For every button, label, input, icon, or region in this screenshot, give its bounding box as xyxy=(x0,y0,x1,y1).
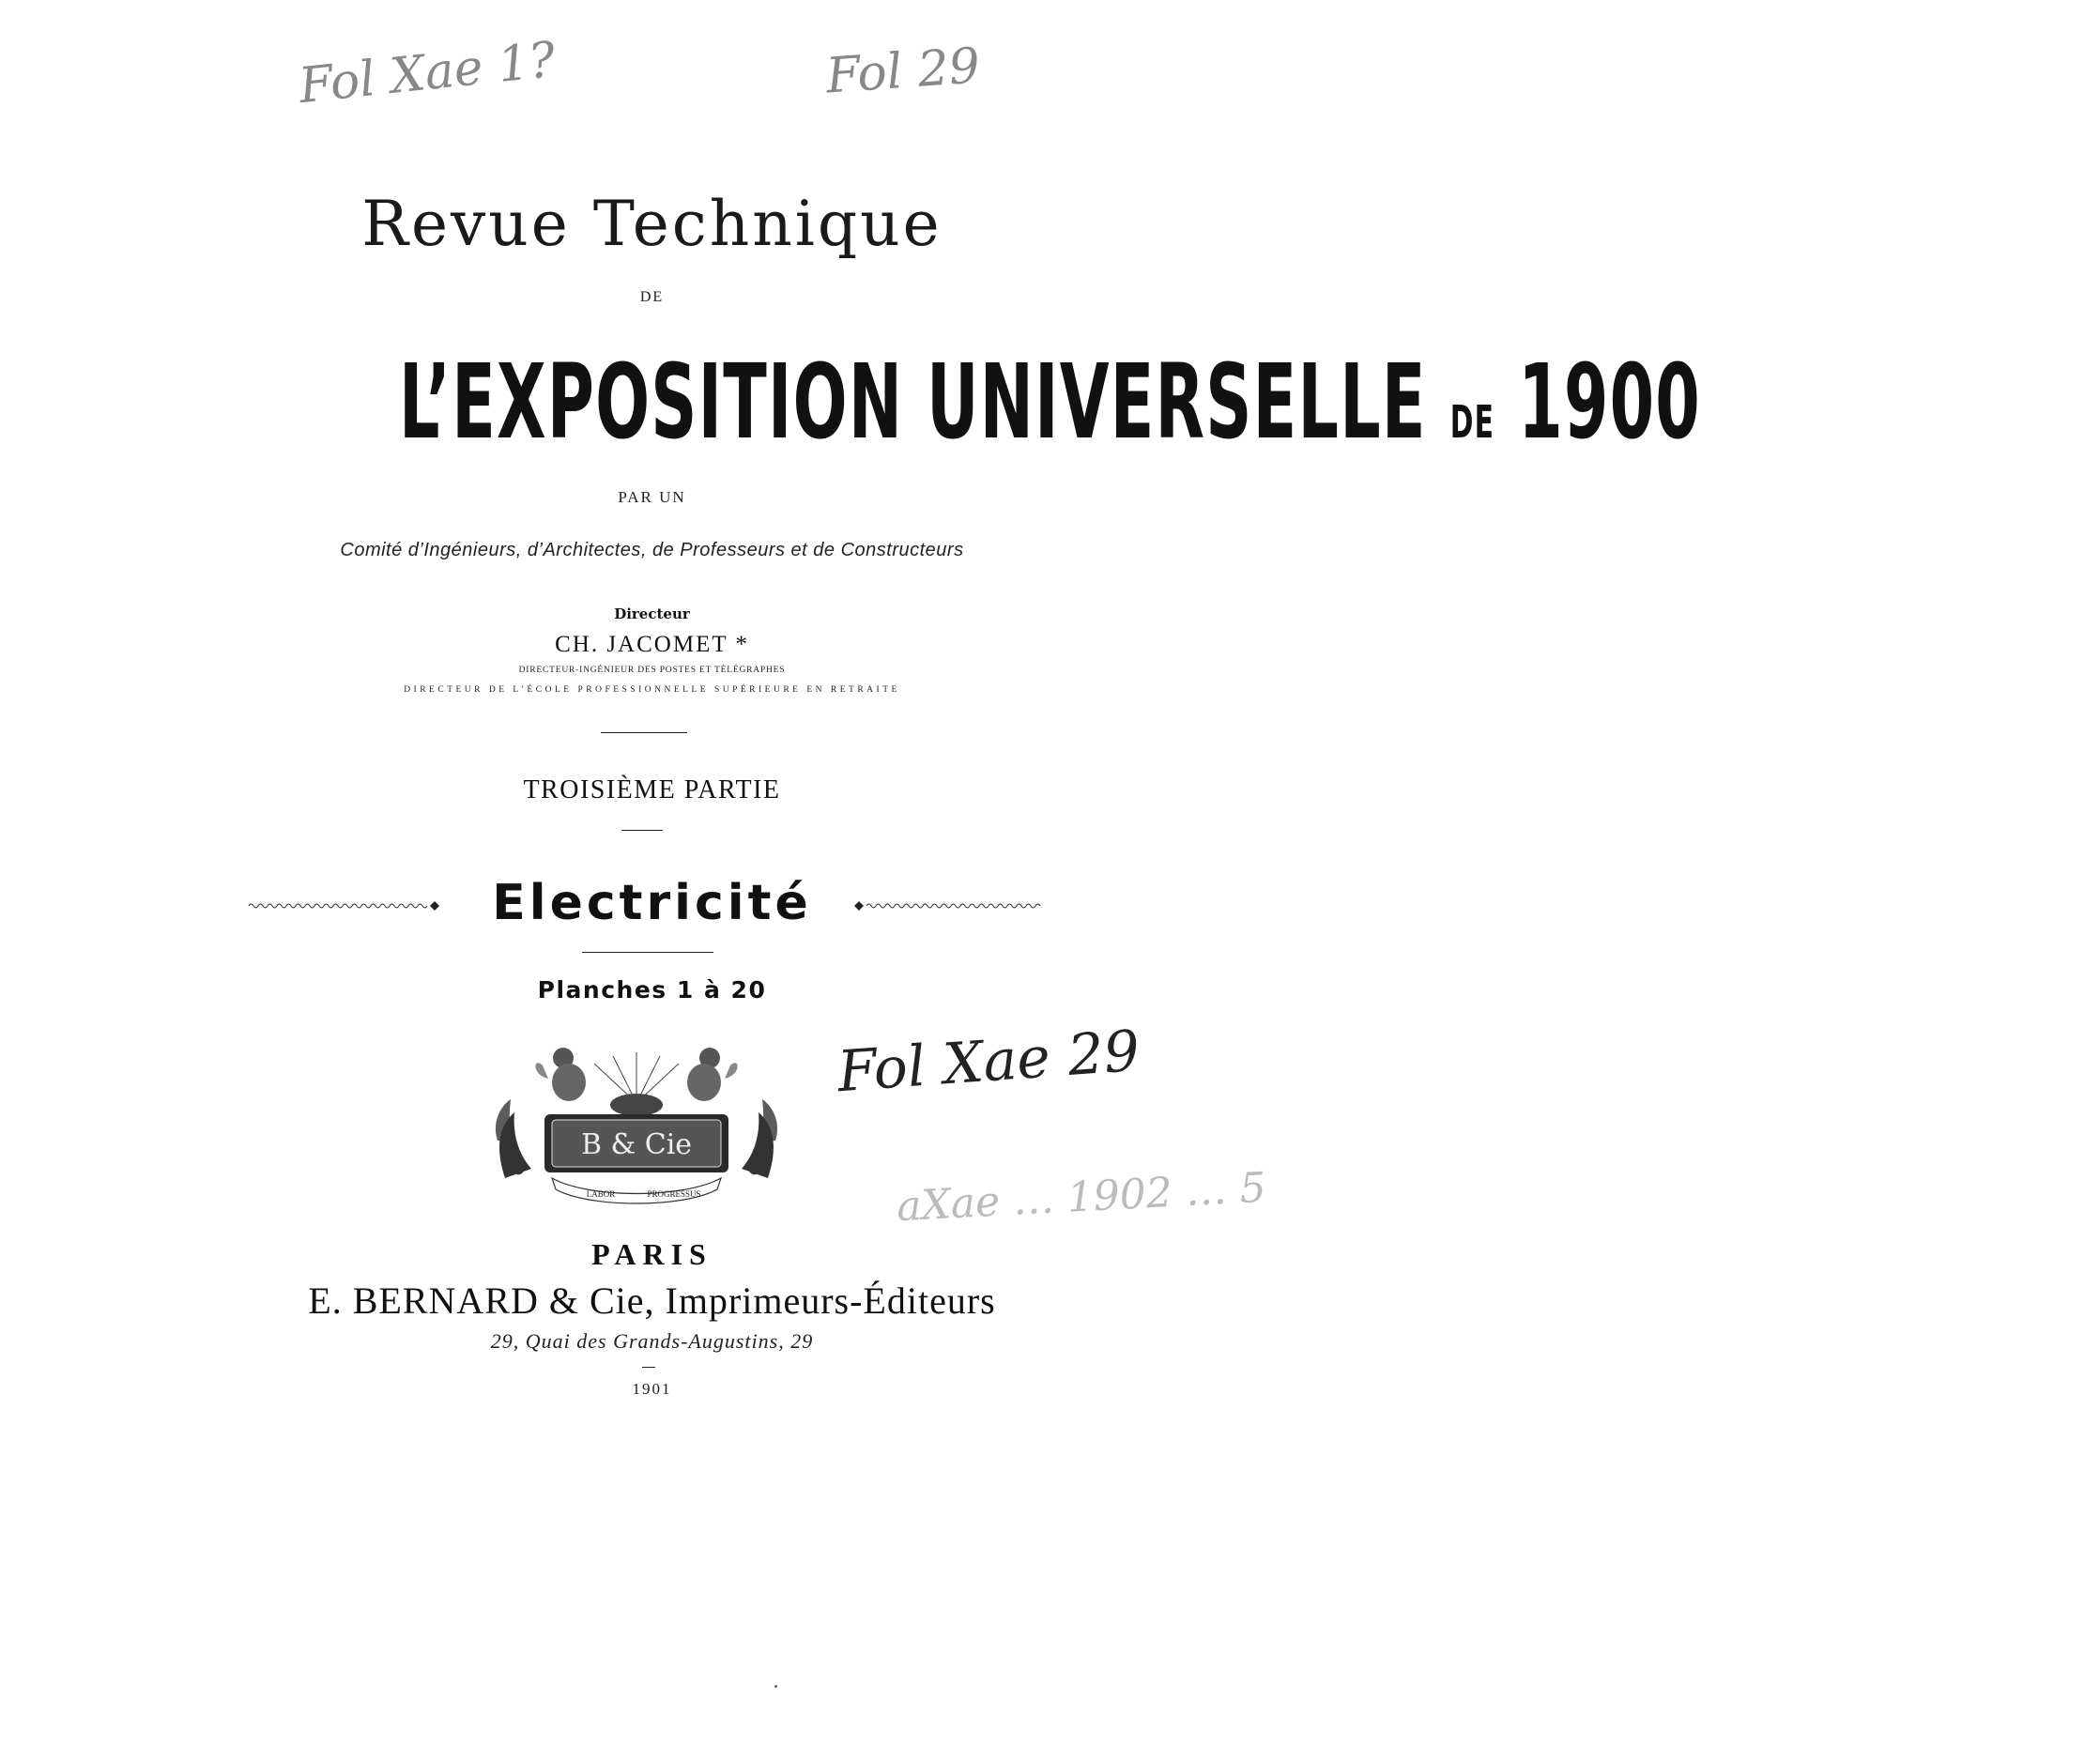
title-exposition-text xyxy=(399,342,1701,462)
divider-rule xyxy=(601,732,687,733)
imprint-city: PARIS xyxy=(591,1237,713,1271)
par-un-label: PAR UN xyxy=(618,488,686,506)
handwritten-faded-note: aXae … 1902 … 5 xyxy=(895,1163,1267,1232)
emblem-cherub-left xyxy=(535,1048,586,1101)
title-exposition-main: L’EXPOSITION UNIVERSELLE xyxy=(399,342,1427,462)
director-title-line-2: DIRECTEUR DE L’ÉCOLE PROFESSIONNELLE SUPÉRIEURE EN RETRAITE xyxy=(404,685,900,695)
divider-dash xyxy=(642,1367,655,1368)
handwritten-shelfmark: Fol Xae 29 xyxy=(835,1018,1142,1106)
director-title-line-1: DIRECTEUR-INGÉNIEUR DES POSTES ET TÉLÉGRAPHES xyxy=(518,666,786,675)
paper-speck xyxy=(774,1685,777,1688)
emblem-ribbon-right-text: PROGRESSUS xyxy=(647,1189,701,1199)
publisher-emblem xyxy=(486,1037,787,1204)
title-revue-technique: Revue Technique xyxy=(361,188,943,260)
plates-line: Planches 1 à 20 xyxy=(537,976,767,1004)
divider-rule-subject xyxy=(582,952,713,953)
subject-title: Electricité xyxy=(492,875,812,931)
emblem-ribbon-left-text: LABOR xyxy=(586,1189,616,1199)
emblem-cherub-right xyxy=(687,1048,738,1101)
title-exposition xyxy=(0,342,1701,462)
imprint-address: 29, Quai des Grands-Augustins, 29 xyxy=(490,1329,814,1353)
emblem-crest xyxy=(610,1094,663,1116)
divider-rule-short xyxy=(621,830,663,831)
directeur-label: Directeur xyxy=(614,605,690,622)
part-heading: TROISIÈME PARTIE xyxy=(523,775,781,804)
title-connector-de: DE xyxy=(639,289,665,305)
title-exposition-year: 1900 xyxy=(1518,342,1701,462)
title-exposition-de: DE xyxy=(1449,396,1495,449)
wavy-ornament-right xyxy=(852,899,1040,912)
director-name: CH. JACOMET * xyxy=(555,632,749,657)
committee-line: Comité d’Ingénieurs, d’Architectes, de Professeurs et de Constructeurs xyxy=(340,540,964,560)
emblem-monogram: B & Cie xyxy=(580,1128,693,1161)
imprint-publisher: E. BERNARD & Cie, Imprimeurs-Éditeurs xyxy=(308,1279,996,1322)
handwritten-mark-top-left: Fol Xae 1? xyxy=(296,31,559,115)
handwritten-mark-top-right: Fol 29 xyxy=(824,38,982,105)
imprint-year: 1901 xyxy=(632,1380,672,1398)
